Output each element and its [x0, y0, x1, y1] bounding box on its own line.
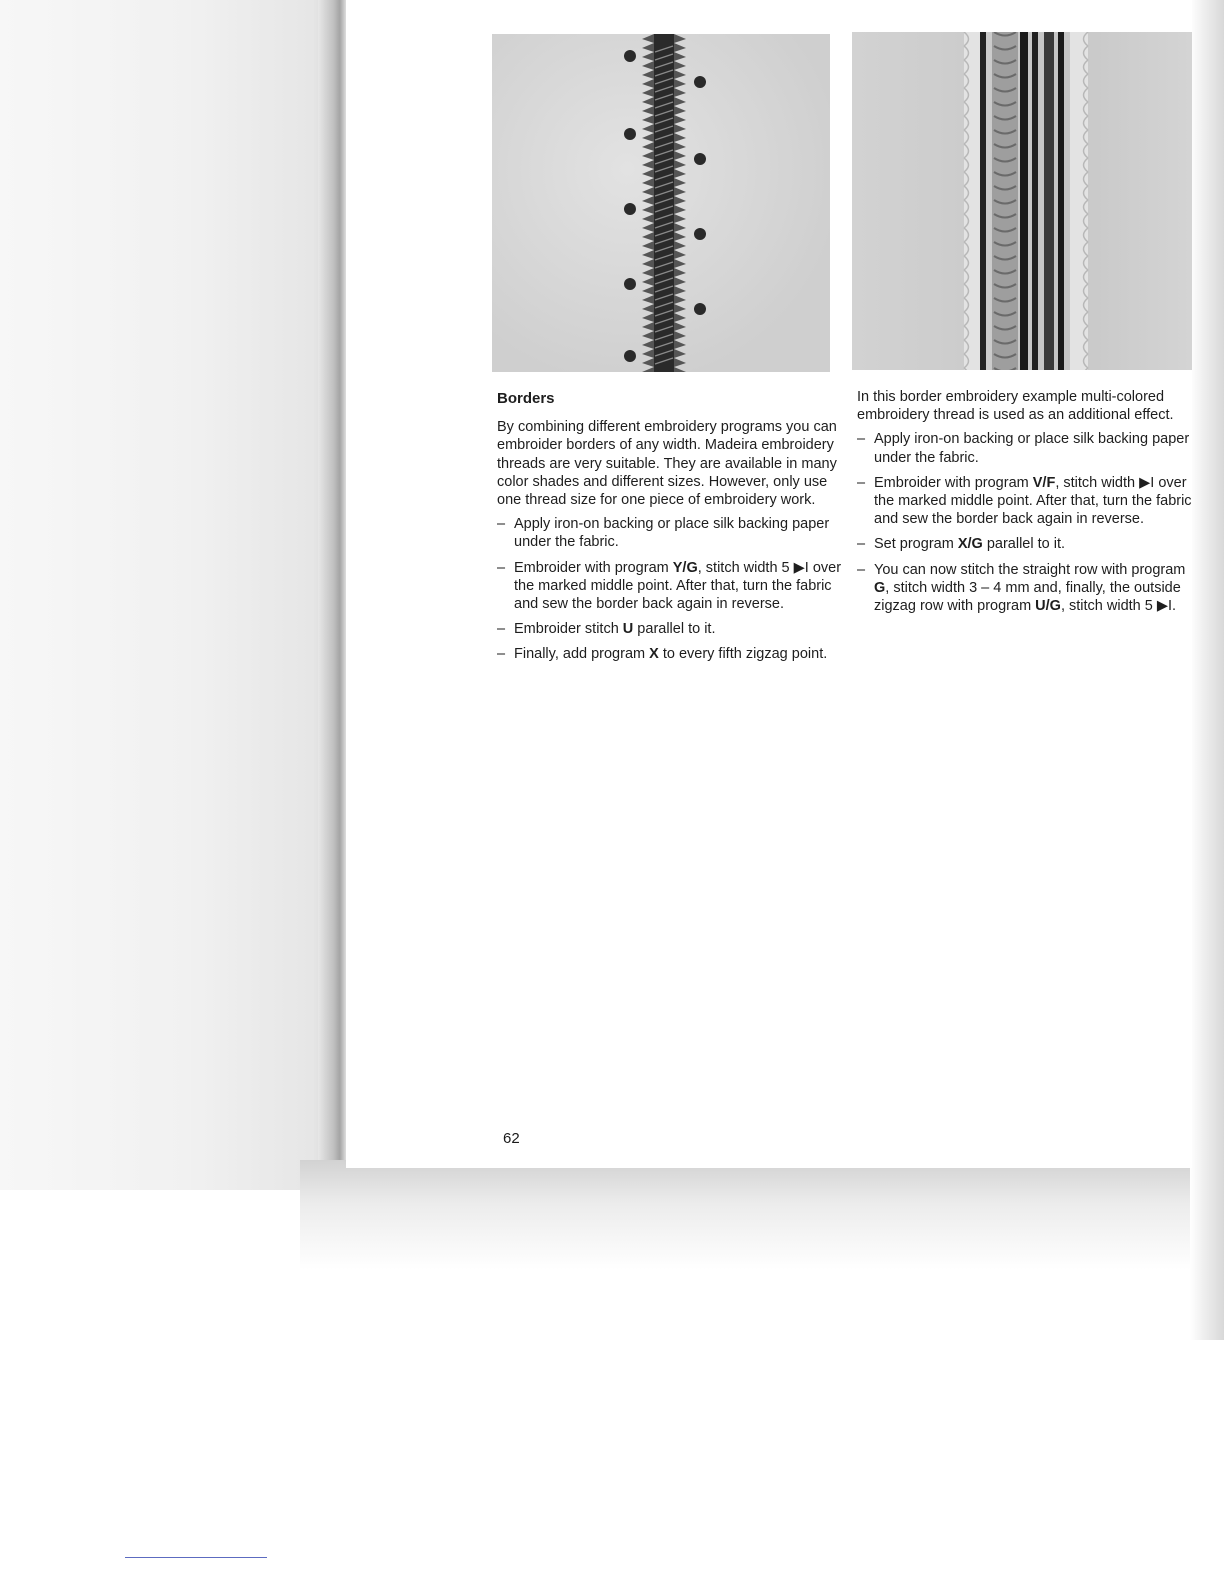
step-list	[857, 430, 1192, 615]
zigzag-tooth	[674, 133, 686, 142]
zigzag-tooth	[674, 196, 686, 205]
zigzag-tooth	[674, 277, 686, 286]
zigzag-tooth	[642, 97, 654, 106]
zigzag-tooth	[674, 151, 686, 160]
zigzag-tooth	[642, 205, 654, 214]
step-item: – Embroider with program Y/G, stitch width 5 ▶I over the marked middle point. After that, turn the fabric and sew the border back again in reverse.	[497, 559, 842, 614]
scan-right-edge	[1190, 0, 1224, 1340]
zigzag-tooth	[674, 331, 686, 340]
zigzag-tooth	[674, 304, 686, 313]
zigzag-tooth	[642, 34, 654, 43]
multicolor-border-illustration	[852, 32, 1192, 370]
zigzag-tooth	[674, 295, 686, 304]
zigzag-tooth	[642, 259, 654, 268]
zigzag-tooth	[642, 241, 654, 250]
dot-motif	[624, 350, 636, 362]
stitch-band	[1058, 32, 1064, 370]
zigzag-tooth	[642, 214, 654, 223]
border-photo-multicolor	[852, 32, 1192, 370]
zigzag-border-illustration	[492, 34, 830, 372]
zigzag-tooth	[642, 322, 654, 331]
zigzag-tooth	[674, 358, 686, 367]
zigzag-tooth	[642, 313, 654, 322]
zigzag-tooth	[674, 52, 686, 61]
right-text-column	[857, 388, 1192, 622]
zigzag-tooth	[674, 34, 686, 43]
zigzag-tooth	[642, 349, 654, 358]
intro-paragraph: In this border embroidery example multi-colored embroidery thread is used as an additional effect.	[857, 389, 1174, 424]
zigzag-tooth	[642, 277, 654, 286]
zigzag-tooth	[674, 169, 686, 178]
zigzag-tooth	[674, 160, 686, 169]
step-item: – Apply iron-on backing or place silk backing paper under the fabric.	[497, 515, 842, 551]
zigzag-tooth	[642, 106, 654, 115]
zigzag-tooth	[642, 232, 654, 241]
stitch-band	[1020, 32, 1028, 370]
zigzag-tooth	[674, 250, 686, 259]
dot-motif	[694, 303, 706, 315]
zigzag-tooth	[674, 61, 686, 70]
zigzag-tooth	[674, 340, 686, 349]
zigzag-tooth	[642, 169, 654, 178]
zigzag-tooth	[674, 88, 686, 97]
zigzag-tooth	[674, 241, 686, 250]
zigzag-tooth	[642, 223, 654, 232]
zigzag-tooth	[642, 286, 654, 295]
zigzag-tooth	[674, 268, 686, 277]
zigzag-tooth	[642, 178, 654, 187]
border-photo-zigzag	[492, 34, 830, 372]
step-item: – Finally, add program X to every fifth zigzag point.	[497, 645, 842, 663]
scan-bottom-shadow	[300, 1160, 1224, 1270]
zigzag-tooth	[674, 349, 686, 358]
zigzag-tooth	[642, 52, 654, 61]
zigzag-tooth	[642, 340, 654, 349]
zigzag-tooth	[642, 88, 654, 97]
step-list	[497, 515, 842, 663]
zigzag-tooth	[674, 232, 686, 241]
zigzag-tooth	[674, 187, 686, 196]
zigzag-tooth	[674, 214, 686, 223]
zigzag-tooth	[642, 304, 654, 313]
page-number: 62	[503, 1130, 520, 1147]
zigzag-tooth	[674, 367, 686, 372]
zigzag-tooth	[674, 70, 686, 79]
zigzag-tooth	[642, 160, 654, 169]
dot-motif	[624, 128, 636, 140]
dot-motif	[694, 228, 706, 240]
section-heading: Borders	[497, 390, 555, 407]
stitch-band	[1044, 32, 1054, 370]
zigzag-tooth	[642, 187, 654, 196]
zigzag-tooth	[642, 367, 654, 372]
step-item: – Set program X/G parallel to it.	[857, 535, 1192, 553]
zigzag-tooth	[642, 331, 654, 340]
zigzag-tooth	[674, 97, 686, 106]
zigzag-tooth	[674, 124, 686, 133]
zigzag-tooth	[674, 115, 686, 124]
step-item: – Embroider stitch U parallel to it.	[497, 620, 842, 638]
step-item: – Apply iron-on backing or place silk backing paper under the fabric.	[857, 430, 1192, 466]
zigzag-tooth	[674, 286, 686, 295]
stitch-band	[1070, 32, 1088, 370]
stitch-band	[980, 32, 986, 370]
dot-motif	[694, 76, 706, 88]
zigzag-tooth	[642, 43, 654, 52]
zigzag-tooth	[674, 106, 686, 115]
zigzag-tooth	[642, 70, 654, 79]
zigzag-tooth	[642, 133, 654, 142]
zigzag-tooth	[642, 142, 654, 151]
intro-paragraph: By combining different embroidery programs you can embroider borders of any width. Madeira embroidery threads are very suitable. They are available in many color shades and different sizes. However, only use one thread size for one piece of embroidery work.	[497, 419, 837, 509]
zigzag-tooth	[642, 196, 654, 205]
zigzag-tooth	[642, 124, 654, 133]
zigzag-tooth	[642, 79, 654, 88]
zigzag-tooth	[674, 43, 686, 52]
left-text-column	[497, 390, 842, 671]
zigzag-tooth	[674, 79, 686, 88]
zigzag-tooth	[642, 268, 654, 277]
stitch-band	[964, 32, 982, 370]
zigzag-tooth	[674, 205, 686, 214]
zigzag-tooth	[642, 250, 654, 259]
zigzag-tooth	[674, 313, 686, 322]
dot-motif	[624, 203, 636, 215]
zigzag-tooth	[674, 223, 686, 232]
book-spine-shadow	[318, 0, 346, 1170]
zigzag-tooth	[674, 259, 686, 268]
dot-motif	[624, 278, 636, 290]
stitch-band	[1032, 32, 1038, 370]
zigzag-tooth	[642, 358, 654, 367]
dot-motif	[624, 50, 636, 62]
zigzag-tooth	[674, 178, 686, 187]
zigzag-tooth	[642, 295, 654, 304]
step-item: – You can now stitch the straight row with program G, stitch width 3 – 4 mm and, finally, the outside zigzag row with program U/G, stitch width 5 ▶I.	[857, 561, 1192, 616]
scan-left-shadow	[0, 0, 340, 1190]
zigzag-tooth	[642, 61, 654, 70]
footer-rule	[125, 1557, 267, 1558]
step-item: – Embroider with program V/F, stitch width ▶I over the marked middle point. After that, turn the fabric and sew the border back again in reverse.	[857, 474, 1192, 529]
zigzag-tooth	[642, 151, 654, 160]
zigzag-tooth	[642, 115, 654, 124]
zigzag-tooth	[674, 142, 686, 151]
zigzag-tooth	[674, 322, 686, 331]
dot-motif	[694, 153, 706, 165]
